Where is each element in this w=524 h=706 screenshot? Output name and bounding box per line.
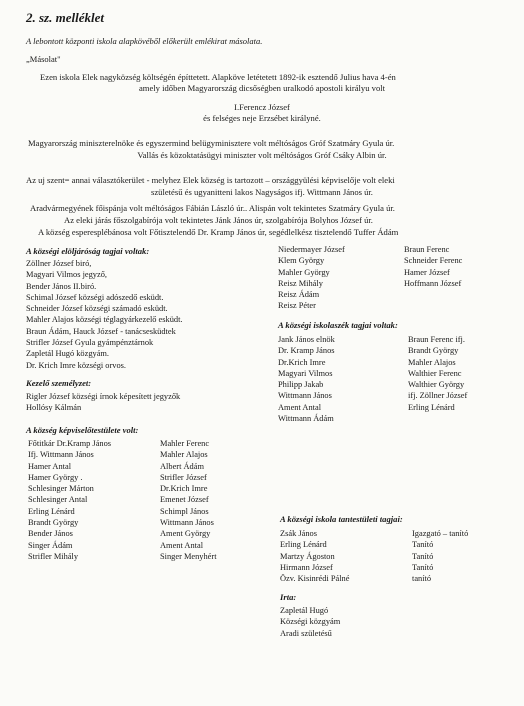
list-item: Wittmann János [278,391,332,401]
teacher-role: Tanító [412,562,434,572]
intro-line: Vallás és közoktatásügyi miniszter volt méltóságos Gróf Csáky Albin úr. [137,150,387,160]
list-item: Schlesinger Márton [28,484,94,494]
teacher-role: tanító [412,574,432,584]
teacher-name: Hirmann József [280,562,333,572]
list-item: Schneider József községi számadó esküdt. [26,304,168,314]
list-item: Brandt György [408,346,459,356]
intro-line: I.Ferencz József [234,102,290,112]
list-item: Magyari Vilmos jegyző, [26,270,107,280]
elojarosag-heading: A községi elöljáróság tagjai voltak: [26,246,150,256]
copy-label: „Másolat" [26,54,61,64]
tantestulet-heading: A községi iskola tantestületi tagjai: [280,514,403,524]
list-item: Braun Ádám, Hauck József - tanácsesküdtek [26,326,176,336]
list-item: Mahler Alajos községi téglagyárkezelő esküdt. [26,315,183,325]
list-item: Strifler Mihály [28,551,79,561]
list-item: Philipp Jakab [278,380,324,390]
list-item: Schimal József községi adószedő esküdt. [26,292,164,302]
list-item: ifj. Zöllner József [408,391,468,401]
list-item: Walthier Ferenc [408,368,462,378]
list-item: Ament Antal [278,402,322,412]
list-item: Wittmann Ádám [278,414,334,424]
list-item: Brandt György [28,518,79,528]
list-item: Hamer Antal [28,461,72,471]
list-item: Hamer József [404,267,450,277]
list-item: Mahler Alajos [408,357,456,367]
kepviselo-heading: A község képviselőtestülete volt: [26,425,139,435]
list-item: Hollósy Kálmán [26,403,82,413]
list-item: Zöllner József biró, [26,259,92,268]
intro-line: és felséges neje Erzsébet királyné. [203,113,321,123]
list-item: Klem György [278,256,325,266]
teacher-name: Zsák János [280,529,317,538]
subtitle: A lebontott központi iskola alapkövéből előkerült emlékirat másolata. [26,36,263,46]
teacher-role: Tanító [412,540,434,550]
list-item: Mahler Alajos [160,450,208,460]
intro-line: Az eleki járás főszolgabírója volt tekintetes Jánk János úr, szolgabírója Bolyhos József úr. [64,215,373,225]
intro-line: Magyarország miniszterelnöke és egyszermind belügyminisztere volt méltóságos Gróf Szatmáry Gyula úr. [28,138,395,148]
list-item: Zapletál Hugó [280,606,329,615]
list-item: Magyari Vilmos [278,368,333,378]
iskolaszek-heading: A községi iskolaszék tagjai voltak: [278,320,398,330]
irta-list [280,605,340,639]
teacher-name: Erling Lénárd [280,540,327,550]
page-title: 2. sz. melléklet [26,10,104,25]
list-item: Braun Ferenc [404,245,450,254]
teacher-name: Özv. Kisinrédi Pálné [280,574,350,584]
list-item: Községi közgyám [280,617,341,627]
kezelo-heading: Kezelő személyzet: [26,378,92,388]
list-item: Singer Menyhért [160,551,217,561]
list-item: Aradi születésű [280,628,332,638]
tantestulet-roles [412,528,468,584]
iskolaszek-col1 [278,334,335,424]
list-item: Hamer György . [28,472,83,482]
list-item: Reisz Péter [278,301,316,311]
teacher-role: Igazgató – tanító [412,529,469,538]
list-item: Bender János II.biró. [26,281,97,291]
list-item: Ifj. Wittmann János [28,450,94,460]
list-item: Reisz Ádám [278,290,320,300]
list-item: Dr. Kramp János [278,346,335,356]
intro-line: Ezen iskola Elek nagyközség költségén építtetett. Alapköve letétetett 1892-ik esztendő Julius hava 4-én [40,72,396,82]
intro-line: A község esperesplébánosa volt Főtisztelendő Dr. Kramp János úr, segédlelkész tisztelendő Tuffer Ádám [38,227,399,237]
list-item: Mahler György [278,267,330,277]
right-top-col1 [278,244,345,312]
list-item: Dr.Krich Imre [278,357,326,367]
list-item: Singer Ádám [28,540,73,550]
kepviselo-col2 [160,438,217,562]
list-item: Schimpl János [160,506,209,516]
list-item: Braun Ferenc ifj. [408,335,465,344]
list-item: Emenet József [160,495,209,505]
right-top-col2 [404,244,462,289]
list-item: Strifler József [160,472,207,482]
list-item: Zapletál Hugó közgyám. [26,349,110,359]
intro-line: Az uj szent= annai választókerület - melyhez Elek község is tartozott – országgyülési képviselője volt eleki [26,175,395,185]
list-item: Dr.Krich Imre [160,484,208,494]
elojarosag-list [26,258,183,371]
intro-line: születésű és ugyanitteni lakos Nagyságos ifj. Wittmann János úr. [151,187,373,197]
teacher-role: Tanító [412,551,434,561]
list-item: Wittmann János [160,518,214,528]
kezelo-list [26,391,180,414]
list-item: Schlesinger Antal [28,495,88,505]
list-item: Reisz Mihály [278,278,323,288]
list-item: Schneider Ferenc [404,256,463,266]
list-item: Erling Lénárd [408,402,455,412]
list-item: Erling Lénárd [28,506,75,516]
teacher-name: Martzy Ágoston [280,551,335,561]
intro-line: amely időben Magyarország dicsőségben uralkodó apostoli királyu volt [138,83,386,93]
iskolaszek-col2 [408,334,467,413]
list-item: Ament György [160,529,211,539]
kepviselo-col1 [28,438,111,562]
list-item: Niedermayer József [278,245,345,254]
list-item: Jank János elnök [278,335,335,344]
list-item: Rigler József községi írnok képesített jegyzők [26,392,181,401]
list-item: Főtitkár Dr.Kramp János [28,439,112,448]
list-item: Bender János [28,529,73,539]
list-item: Mahler Ferenc [160,439,210,448]
irta-heading: Irta: [280,592,297,602]
list-item: Hoffmann József [404,278,462,288]
list-item: Walthier György [408,380,465,390]
list-item: Albert Ádám [160,461,204,471]
list-item: Strifler József Gyula gyámpénztárnok [26,338,154,348]
list-item: Dr. Krich Imre községi orvos. [26,360,127,370]
tantestulet-names [280,528,349,584]
intro-line: Aradvármegyének főispánja volt méltóságos Fábián László úr.. Alispán volt tekintetes Szatmáry Gyula úr. [30,203,395,213]
list-item: Ament Antal [160,540,204,550]
